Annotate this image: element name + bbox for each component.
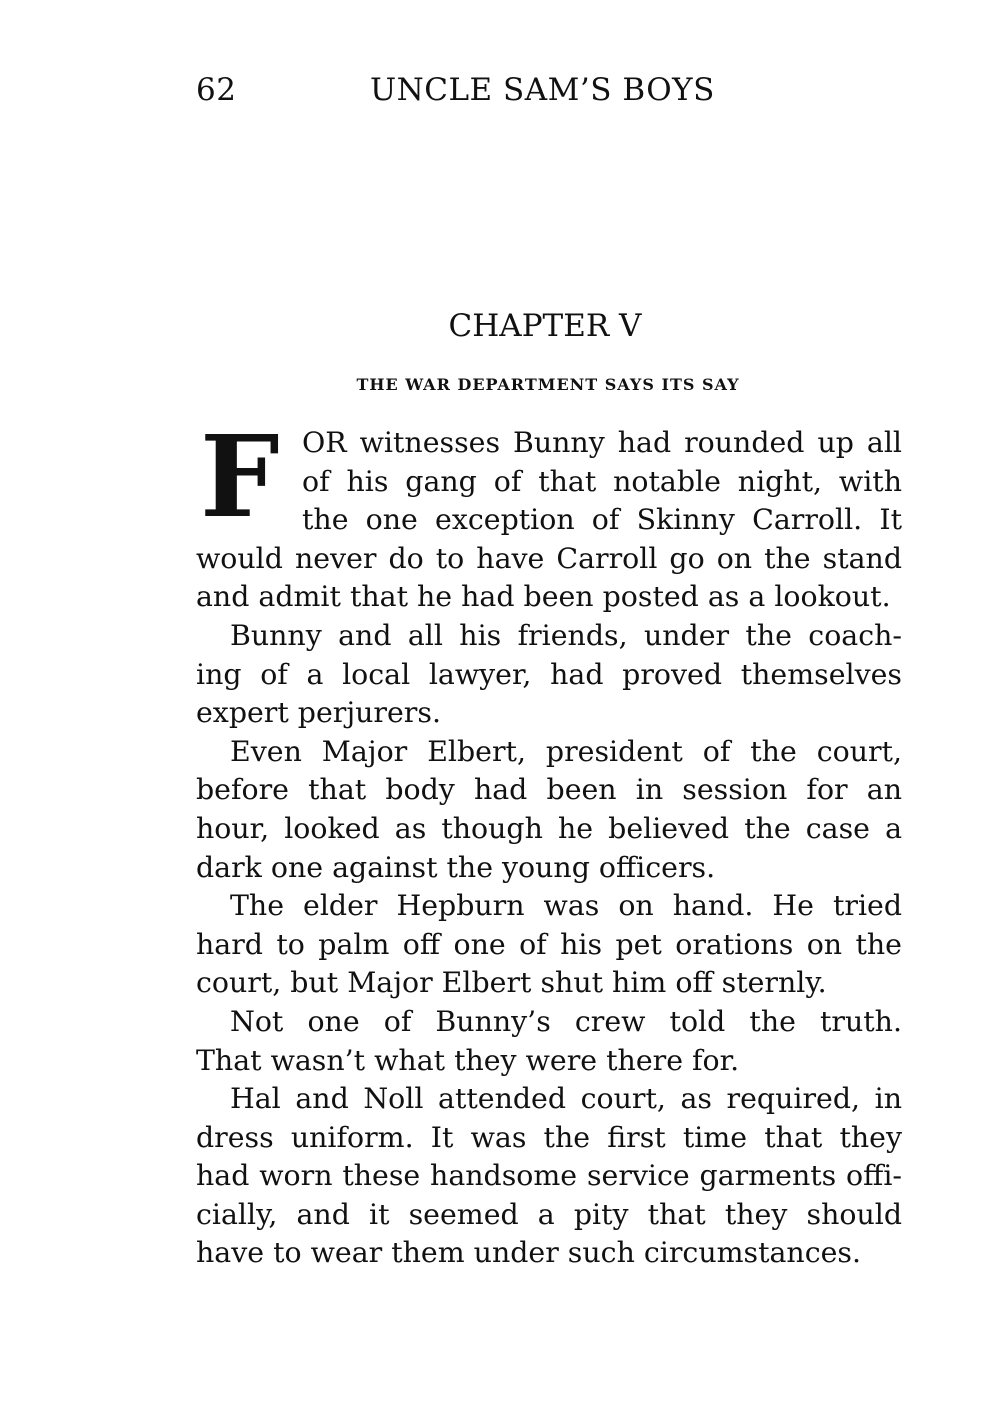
text-line: had worn these handsome service garments offi- [196,1159,902,1193]
running-head [196,72,726,112]
running-title: UNCLE SAM’S BOYS [370,72,715,108]
text-line: OR witnesses Bunny had rounded up all [302,426,902,459]
paragraph [196,887,902,1003]
paragraph [196,733,902,887]
text-line: hour, looked as though he believed the case a [196,811,902,845]
text-line: dress uniform. It was the first time that they [196,1120,902,1154]
text-line: hard to palm off one of his pet orations on the [196,927,902,961]
text-line: dark one against the young officers. [196,850,716,884]
text-line: Even Major Elbert, president of the court, [230,734,902,768]
text-line: court, but Major Elbert shut him off sternly. [196,966,827,1000]
chapter-subtitle: THE WAR DEPARTMENT SAYS ITS SAY [356,375,740,394]
text-line: Not one of Bunny’s crew told the truth. [230,1004,902,1038]
text-line: the one exception of Skinny Carroll. It [302,503,902,537]
text-line: That wasn’t what they were there for. [196,1043,740,1077]
paragraph [196,617,902,733]
paragraph [196,1003,902,1080]
chapter-heading: CHAPTER V [448,308,642,344]
text-line: before that body had been in session for an [196,773,902,807]
paragraph [196,1080,902,1273]
drop-cap: F [200,412,280,543]
text-line: and admit that he had been posted as a lookout. [196,580,891,614]
text-line: would never do to have Carroll go on the stand [196,541,902,575]
text-line: The elder Hepburn was on hand. He tried [230,889,902,923]
text-line: ing of a local lawyer, had proved themselves [196,657,902,691]
page-number: 62 [196,72,237,108]
body-text [196,412,902,1273]
paragraph [196,412,902,617]
text-line: of his gang of that notable night, with [302,464,902,498]
text-line: have to wear them under such circumstances. [196,1236,862,1270]
text-line: Hal and Noll attended court, as required, in [230,1082,902,1116]
text-line: expert perjurers. [196,696,441,730]
text-line: Bunny and all his friends, under the coach- [230,618,902,652]
text-line: cially, and it seemed a pity that they should [196,1197,902,1231]
